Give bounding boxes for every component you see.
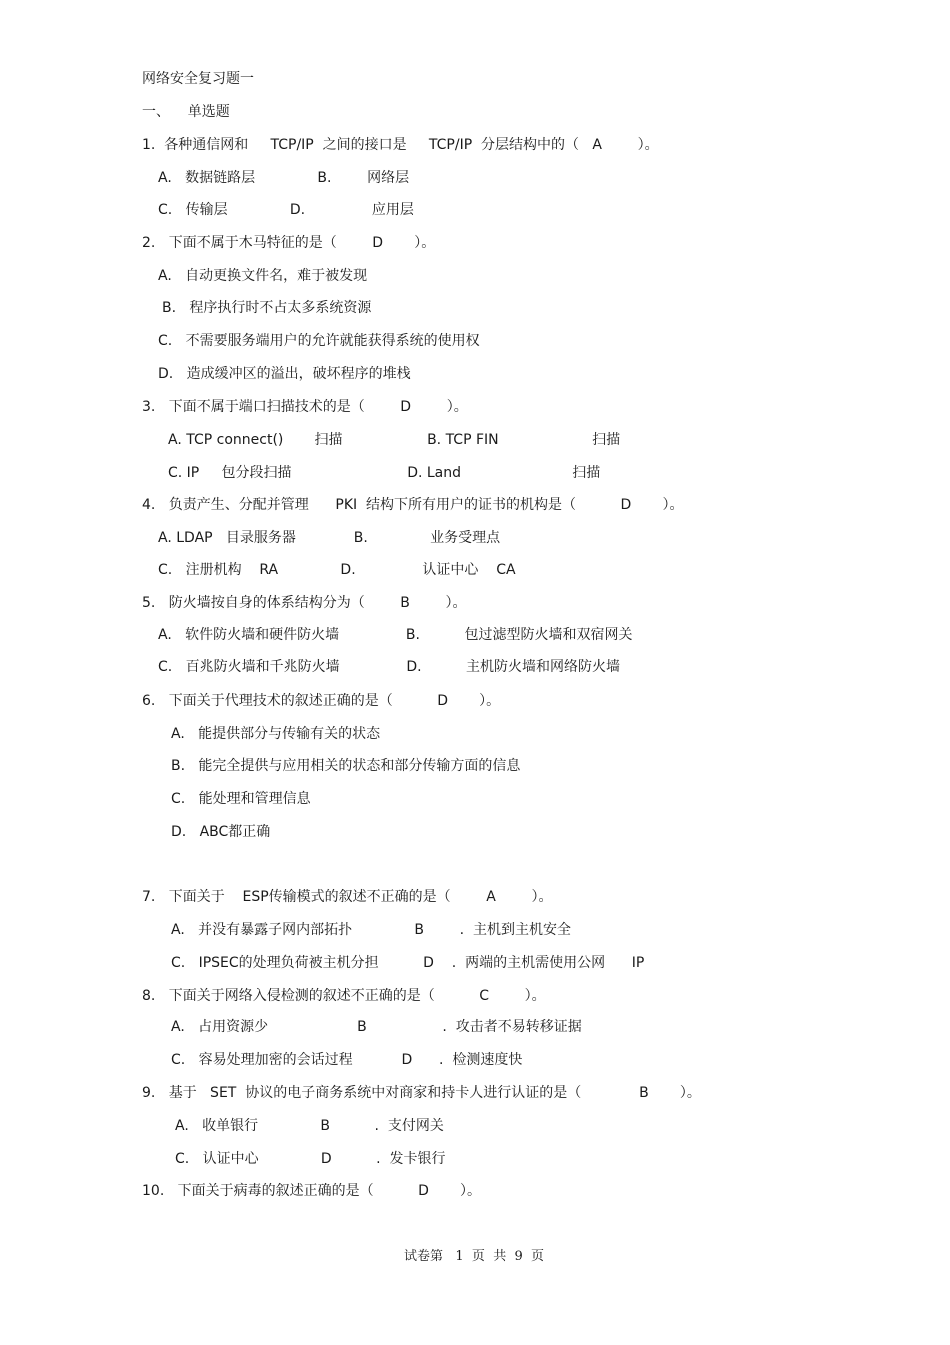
q9-options-ab: A. 收单银行 B . 支付网关: [175, 1118, 444, 1134]
q6-option-c: C. 能处理和管理信息: [171, 791, 311, 807]
q3-options-cd: C. IP 包分段扫描 D. Land 扫描: [168, 465, 601, 481]
q5-options-cd: C. 百兆防火墙和千兆防火墙 D. 主机防火墙和网络防火墙: [158, 659, 621, 675]
q3-options-ab: A. TCP connect() 扫描 B. TCP FIN 扫描: [168, 432, 621, 448]
question-7: 7. 下面关于 ESP传输模式的叙述不正确的是（ A ）。: [142, 889, 553, 905]
q8-options-ab: A. 占用资源少 B . 攻击者不易转移证据: [171, 1019, 582, 1035]
question-8: 8. 下面关于网络入侵检测的叙述不正确的是（ C ）。: [142, 988, 546, 1004]
q6-option-b: B. 能完全提供与应用相关的状态和部分传输方面的信息: [171, 758, 521, 774]
q7-options-cd: C. IPSEC的处理负荷被主机分担 D . 两端的主机需使用公网 IP: [171, 955, 645, 971]
question-6: 6. 下面关于代理技术的叙述正确的是（ D ）。: [142, 693, 501, 709]
q4-options-ab: A. LDAP 目录服务器 B. 业务受理点: [158, 530, 501, 546]
q7-options-ab: A. 并没有暴露子网内部拓扑 B . 主机到主机安全: [171, 922, 571, 938]
page-footer: 试卷第 1 页 共 9 页: [404, 1249, 544, 1264]
q1-options-ab: A. 数据链路层 B. 网络层: [158, 170, 410, 186]
question-2: 2. 下面不属于木马特征的是（ D ）。: [142, 235, 436, 251]
question-3: 3. 下面不属于端口扫描技术的是（ D ）。: [142, 399, 468, 415]
question-10: 10. 下面关于病毒的叙述正确的是（ D ）。: [142, 1183, 482, 1199]
q5-options-ab: A. 软件防火墙和硬件防火墙 B. 包过滤型防火墙和双宿网关: [158, 627, 633, 643]
q2-option-b: B. 程序执行时不占太多系统资源: [162, 300, 372, 316]
q9-options-cd: C. 认证中心 D . 发卡银行: [175, 1151, 446, 1167]
question-4: 4. 负责产生、分配并管理 PKI 结构下所有用户的证书的机构是（ D ）。: [142, 497, 684, 513]
q1-options-cd: C. 传输层 D. 应用层: [158, 202, 414, 218]
q2-option-c: C. 不需要服务端用户的允许就能获得系统的使用权: [158, 333, 480, 349]
question-1: 1. 各种通信网和 TCP/IP 之间的接口是 TCP/IP 分层结构中的（ A ）。: [142, 137, 659, 153]
q8-options-cd: C. 容易处理加密的会话过程 D . 检测速度快: [171, 1052, 523, 1068]
q6-option-d: D. ABC都正确: [171, 824, 271, 840]
question-9: 9. 基于 SET 协议的电子商务系统中对商家和持卡人进行认证的是（ B ）。: [142, 1085, 701, 1101]
question-5: 5. 防火墙按自身的体系结构分为（ B ）。: [142, 595, 467, 611]
q6-option-a: A. 能提供部分与传输有关的状态: [171, 726, 381, 742]
q2-option-a: A. 自动更换文件名，难于被发现: [158, 268, 368, 284]
q2-option-d: D. 造成缓冲区的溢出，破坏程序的堆栈: [158, 366, 411, 382]
q4-options-cd: C. 注册机构 RA D. 认证中心 CA: [158, 562, 516, 578]
page-title: 网络安全复习题一: [142, 71, 254, 87]
section-heading: 一、 单选题: [142, 104, 230, 120]
